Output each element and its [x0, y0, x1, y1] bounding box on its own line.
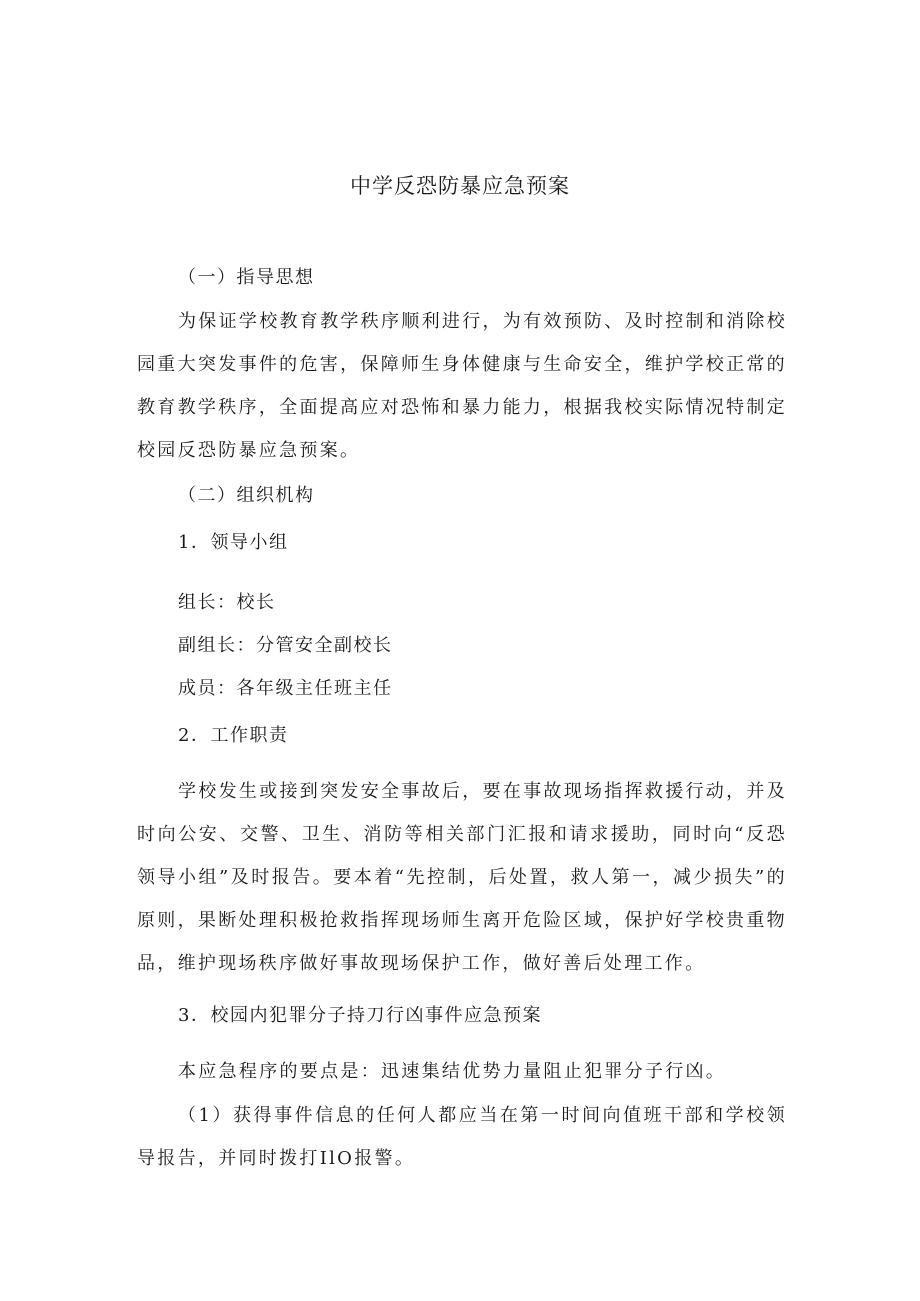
section-heading-organization: （二）组织机构 [178, 485, 315, 506]
item-heading-responsibilities: 2．工作职责 [178, 725, 289, 746]
section-heading-guiding-ideology: （一）指导思想 [178, 267, 315, 288]
document-title: 中学反恐防暴应急预案 [350, 174, 570, 198]
paragraph-key-points: 本应急程序的要点是：迅速集结优势力量阻止犯罪分子行凶。 [178, 1061, 727, 1082]
item-heading-knife-attack-plan: 3．校园内犯罪分子持刀行凶事件应急预案 [178, 1005, 542, 1026]
paragraph-purpose: 为保证学校教育教学秩序顺利进行，为有效预防、及时控制和消除校园重大突发事件的危害，保障师生身体健康与生命安全，维护学校正常的教育教学秩序，全面提高应对恐怖和暴力能力，根据我校实际情况特制定校园反恐防暴应急预案。 [137, 311, 787, 461]
item-heading-leadership-group: 1．领导小组 [178, 532, 289, 553]
paragraph-responsibilities: 学校发生或接到突发安全事故后，要在事故现场指挥救援行动，并及时向公安、交警、卫生、消防等相关部门汇报和请求援助，同时向“反恐领导小组”及时报告。要本着“先控制，后处置，救人第一，减少损失”的原则，果断处理积极抢救指挥现场师生离开危险区域，保护好学校贵重物品，维护现场秩序做好事故现场保护工作，做好善后处理工作。 [137, 781, 787, 974]
paragraph-step-1: （1）获得事件信息的任何人都应当在第一时间向值班干部和学校领导报告，并同时拨打IlO报警。 [137, 1105, 787, 1169]
leader-line: 组长：校长 [178, 592, 276, 613]
members-line: 成员：各年级主任班主任 [178, 678, 393, 699]
deputy-leader-line: 副组长：分管安全副校长 [178, 635, 393, 656]
